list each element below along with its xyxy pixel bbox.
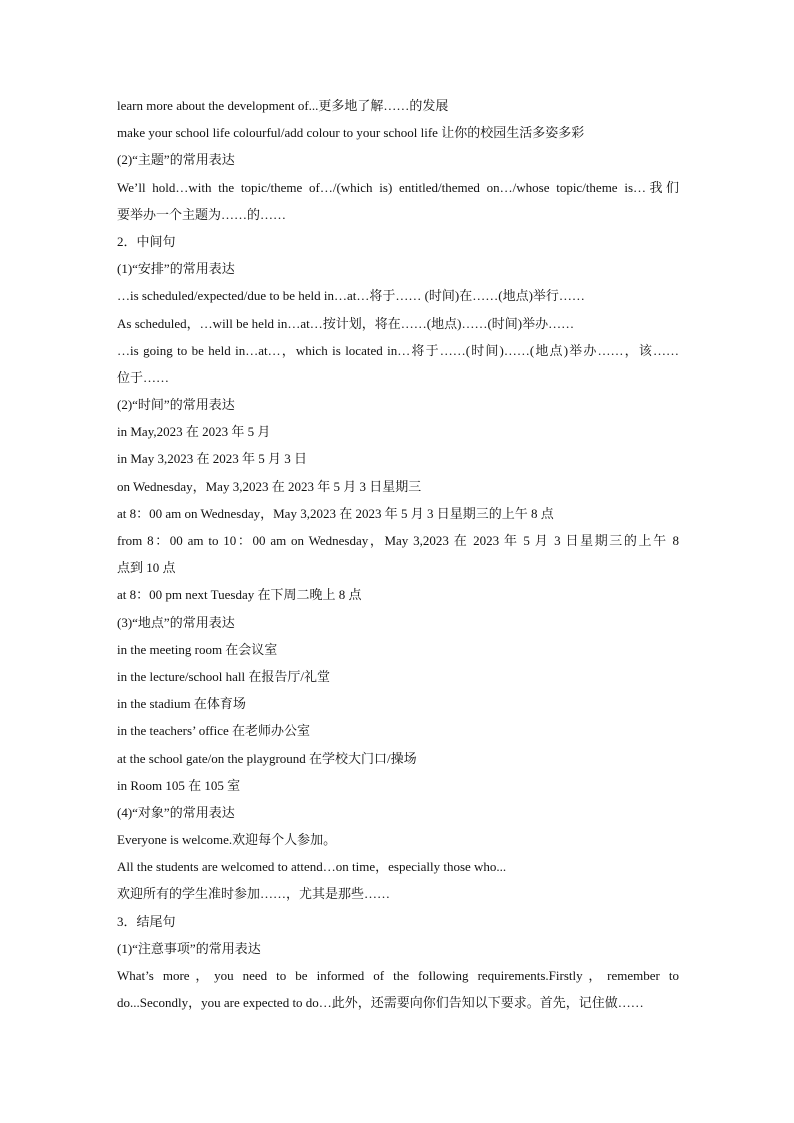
subheading-audience: (4)“对象”的常用表达: [117, 804, 235, 820]
text-line-14: in May 3,2023 在 2023 年 5 月 3 日: [117, 451, 307, 467]
text-line-26: in Room 105 在 105 室: [117, 777, 241, 793]
document-page: [117, 92, 679, 1016]
text-line-29: All the students are welcomed to attend…on time，especially those who...: [117, 859, 507, 875]
text-line-4: We’ll hold…with the topic/theme of…/(which is) entitled/themed on…/whose topic/theme is…我们: [117, 179, 679, 195]
subheading-theme: (2)“主题”的常用表达: [117, 152, 235, 168]
section-heading-middle: 2．中间句: [117, 233, 176, 249]
text-line-10: …is going to be held in…at…，which is located in…将于……(时间)……(地点)举办……，该……: [117, 342, 679, 358]
text-line-17: from 8：00 am to 10：00 am on Wednesday，May 3,2023 在 2023 年 5 月 3 日星期三的上午 8: [117, 533, 679, 548]
text-line-1: learn more about the development of...更多地了解……的发展: [117, 98, 449, 113]
text-line-30: 欢迎所有的学生准时参加……，尤其是那些……: [117, 886, 391, 902]
text-line-19: at 8：00 pm next Tuesday 在下周二晚上 8 点: [117, 587, 362, 603]
text-line-8: …is scheduled/expected/due to be held in…at…将于…… (时间)在……(地点)举行……: [117, 288, 585, 304]
text-line-11: 位于……: [117, 369, 170, 385]
text-line-2: make your school life colourful/add colour to your school life 让你的校园生活多姿多彩: [117, 125, 585, 141]
text-line-16: at 8：00 am on Wednesday，May 3,2023 在 2023 年 5 月 3 日星期三的上午 8 点: [117, 505, 554, 521]
text-line-13: in May,2023 在 2023 年 5 月: [117, 424, 271, 440]
text-line-18: 点到 10 点: [117, 560, 176, 576]
text-line-24: in the teachers’ office 在老师办公室: [117, 723, 311, 739]
section-heading-ending: 3．结尾句: [117, 913, 176, 929]
text-line-5: 要举办一个主题为……的……: [117, 206, 287, 222]
text-line-22: in the lecture/school hall 在报告厅/礼堂: [117, 668, 331, 684]
text-line-23: in the stadium 在体育场: [117, 696, 246, 712]
text-line-34: do...Secondly，you are expected to do…此外，还需要向你们告知以下要求。首先，记住做……: [117, 995, 644, 1011]
text-line-25: at the school gate/on the playground 在学校大门口/操场: [117, 750, 417, 766]
subheading-time: (2)“时间”的常用表达: [117, 397, 235, 413]
text-line-21: in the meeting room 在会议室: [117, 641, 278, 657]
text-line-28: Everyone is welcome.欢迎每个人参加。: [117, 832, 337, 848]
subheading-notes: (1)“注意事项”的常用表达: [117, 940, 261, 956]
text-line-33: What’s more，you need to be informed of the following requirements.Firstly，remember to: [117, 968, 679, 983]
subheading-arrangement: (1)“安排”的常用表达: [117, 261, 235, 277]
text-line-15: on Wednesday，May 3,2023 在 2023 年 5 月 3 日星期三: [117, 478, 422, 494]
text-line-9: As scheduled，…will be held in…at…按计划，将在……(地点)……(时间)举办……: [117, 315, 575, 331]
subheading-place: (3)“地点”的常用表达: [117, 614, 235, 630]
